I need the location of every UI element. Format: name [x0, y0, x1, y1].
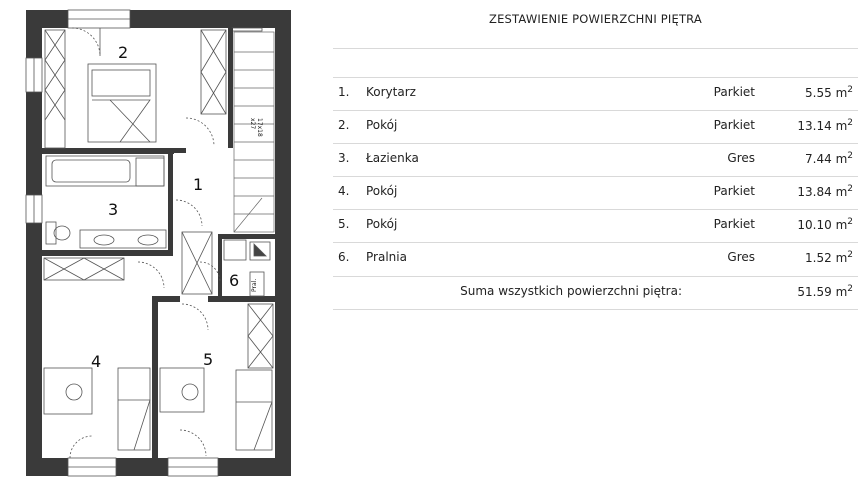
row-number: 4.: [338, 184, 350, 198]
vanity: [80, 230, 166, 248]
wall-room2-stairs: [228, 28, 233, 148]
toilet-bowl: [54, 226, 70, 240]
staircase-outline: [234, 32, 274, 232]
sum-area: 51.59 $m^2$: [797, 284, 853, 299]
floor-type: Parkiet: [713, 118, 755, 132]
floor-type: Parkiet: [713, 184, 755, 198]
table-row: [333, 247, 858, 267]
room-number-4: 4: [91, 352, 102, 371]
room4-bed: [118, 368, 150, 450]
boiler-mark: [254, 244, 266, 256]
wall-south: [26, 458, 291, 476]
floor-type: Parkiet: [713, 85, 755, 99]
room-area: 10.10 $m^2$: [797, 217, 853, 232]
room5-furniture: [160, 304, 273, 456]
table-row: [333, 214, 858, 234]
wall-east: [275, 10, 291, 476]
laundry-label: Pral.: [251, 278, 258, 292]
room-number-6: 6: [229, 271, 240, 290]
floor-plan-drawing: [0, 0, 330, 482]
sink-left: [94, 235, 114, 245]
wall-6-top: [218, 234, 275, 239]
table-top-rule: [333, 48, 858, 49]
room-name: Pokój: [366, 118, 398, 132]
row-number: 6.: [338, 250, 350, 264]
row-number: 2.: [338, 118, 350, 132]
room-number-1: 1: [193, 175, 204, 194]
corridor-closet: [182, 232, 212, 294]
windows: [26, 10, 262, 476]
floor-type: Gres: [727, 151, 755, 165]
stair-dimension-label: 17x18: [256, 118, 263, 137]
toilet-tank: [46, 222, 56, 244]
room-area: 13.14 $m^2$: [797, 118, 853, 133]
row-divider: [333, 176, 858, 177]
wall-5-top-right: [208, 296, 275, 302]
room2-door-arc: [72, 28, 100, 56]
wall-6-left: [218, 234, 222, 296]
row-divider: [333, 110, 858, 111]
room-name: Pokój: [366, 217, 398, 231]
room2-wardrobe-right: [201, 30, 226, 114]
table-row: [333, 148, 858, 168]
bathtub: [46, 156, 164, 186]
room-name: Pralnia: [366, 250, 407, 264]
room4-door-arc: [138, 262, 164, 288]
table-sum-row: [333, 281, 858, 301]
room2-wardrobe-left: [45, 30, 65, 148]
room-number-5: 5: [203, 350, 214, 369]
corridor-door-arc-top: [186, 118, 214, 146]
room4-bed-blanket: [118, 400, 150, 450]
row-number: 1.: [338, 85, 350, 99]
staircase: [234, 32, 274, 232]
room-number-2: 2: [118, 43, 129, 62]
row-divider: [333, 209, 858, 210]
wall-4-5: [152, 296, 158, 458]
corridor-door-arc-mid: [176, 200, 202, 226]
room-area: 13.84 $m^2$: [797, 184, 853, 199]
table-row: [333, 115, 858, 135]
sink-right: [138, 235, 158, 245]
room2-bed-blanket: [92, 100, 150, 142]
table-bottom-rule: [333, 309, 858, 310]
wall-north: [26, 10, 291, 28]
sum-label: Suma wszystkich powierzchni piętra:: [460, 284, 682, 298]
floor-type: Gres: [727, 250, 755, 264]
room5-bed: [236, 370, 272, 450]
table-row: [333, 181, 858, 201]
bathtub-inner: [52, 160, 130, 182]
room4-wardrobe: [44, 258, 124, 280]
room-area: 1.52 $m^2$: [805, 250, 853, 265]
room2-bed-pillow: [92, 70, 150, 96]
floor-type: Parkiet: [713, 217, 755, 231]
wall-5-top-left: [152, 296, 180, 302]
stair-count-label: x27: [249, 118, 256, 130]
room-area: 7.44 $m^2$: [805, 151, 853, 166]
table-title: ZESTAWIENIE POWIERZCHNI PIĘTRA: [489, 12, 702, 26]
shower: [136, 158, 164, 186]
row-number: 5.: [338, 217, 350, 231]
row-divider: [333, 242, 858, 243]
room-name: Pokój: [366, 184, 398, 198]
wall-3-4: [42, 250, 168, 256]
room5-door-arc: [182, 304, 208, 330]
floor-plan: [0, 0, 330, 482]
row-number: 3.: [338, 151, 350, 165]
bathroom-fixtures: [46, 156, 166, 248]
table-header-rule: [333, 77, 858, 78]
skylight-stairs: [232, 28, 262, 31]
room5-bed-blanket: [236, 402, 272, 450]
row-divider: [333, 276, 858, 277]
room4-window-door-arc: [70, 436, 92, 458]
room6-door-arc: [200, 262, 220, 282]
table-row: [333, 82, 858, 102]
wall-2-3: [42, 148, 174, 154]
interior-walls: [42, 28, 275, 458]
room5-wardrobe: [248, 304, 273, 368]
wall-3-corridor: [168, 148, 173, 256]
room5-window-door-arc: [180, 430, 206, 456]
wall-corridor-top: [174, 148, 186, 153]
room2-furniture: [45, 28, 226, 148]
room-name: Korytarz: [366, 85, 416, 99]
room-area: 5.55 $m^2$: [805, 85, 853, 100]
room4-desk: [44, 368, 92, 414]
room-name: Łazienka: [366, 151, 419, 165]
room-number-3: 3: [108, 200, 119, 219]
laundry-sink: [224, 240, 246, 260]
room4-chair: [66, 384, 82, 400]
room2-bed: [88, 64, 156, 142]
row-divider: [333, 143, 858, 144]
room5-chair: [182, 384, 198, 400]
outer-walls: [26, 10, 291, 476]
